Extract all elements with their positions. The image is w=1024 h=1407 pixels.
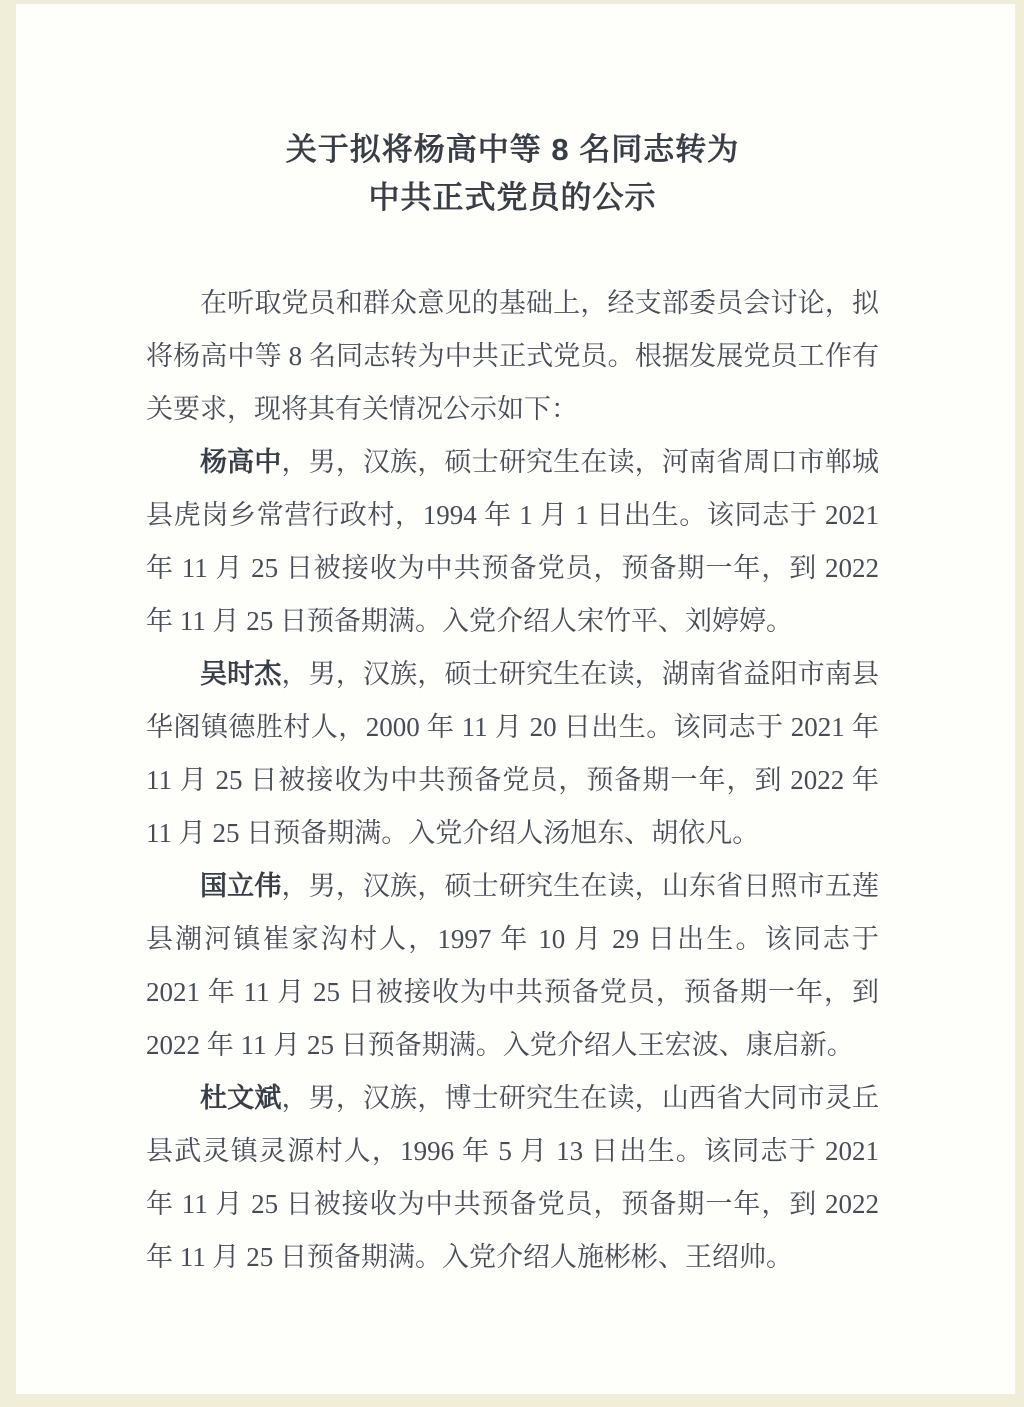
member-detail: ，男，汉族，硕士研究生在读，河南省周口市郸城县虎岗乡常营行政村，1994 年 1 月 1 日出生。该同志于 2021 年 11 月 25 日被接收为中共预备党员，预备期一年，到 2022 年 11 月 25 日预备期满。入党介绍人宋竹平、刘婷婷。 xyxy=(146,447,879,636)
member-detail: ，男，汉族，硕士研究生在读，山东省日照市五莲县潮河镇崔家沟村人，1997 年 10 月 29 日出生。该同志于 2021 年 11 月 25 日被接收为中共预备党员，预备期一年，到 2022 年 11 月 25 日预备期满。入党介绍人王宏波、康启新。 xyxy=(146,871,879,1060)
member-name: 杜文斌 xyxy=(200,1083,282,1113)
member-name: 吴时杰 xyxy=(200,659,282,689)
member-paragraph xyxy=(146,648,879,860)
member-name: 杨高中 xyxy=(200,447,282,477)
document-page xyxy=(15,3,1016,1395)
intro-paragraph xyxy=(146,277,879,436)
member-detail: ，男，汉族，硕士研究生在读，湖南省益阳市南县华阁镇德胜村人，2000 年 11 月 20 日出生。该同志于 2021 年 11 月 25 日被接收为中共预备党员，预备期一年，到 2022 年 11 月 25 日预备期满。入党介绍人汤旭东、胡依凡。 xyxy=(146,659,879,848)
intro-text: 在听取党员和群众意见的基础上，经支部委员会讨论，拟将杨高中等 8 名同志转为中共正式党员。根据发展党员工作有关要求，现将其有关情况公示如下： xyxy=(146,288,879,424)
document-body xyxy=(146,277,879,1284)
member-name: 国立伟 xyxy=(200,871,282,901)
member-detail: ，男，汉族，博士研究生在读，山西省大同市灵丘县武灵镇灵源村人，1996 年 5 月 13 日出生。该同志于 2021 年 11 月 25 日被接收为中共预备党员，预备期一年，到 2022 年 11 月 25 日预备期满。入党介绍人施彬彬、王绍帅。 xyxy=(146,1083,879,1272)
member-paragraph xyxy=(146,1072,879,1284)
member-paragraph xyxy=(146,860,879,1072)
document-title-line1: 关于拟将杨高中等 8 名同志转为 xyxy=(285,132,740,167)
member-paragraph xyxy=(146,436,879,648)
document-title-line2: 中共正式党员的公示 xyxy=(368,180,657,215)
document-title xyxy=(146,126,879,222)
